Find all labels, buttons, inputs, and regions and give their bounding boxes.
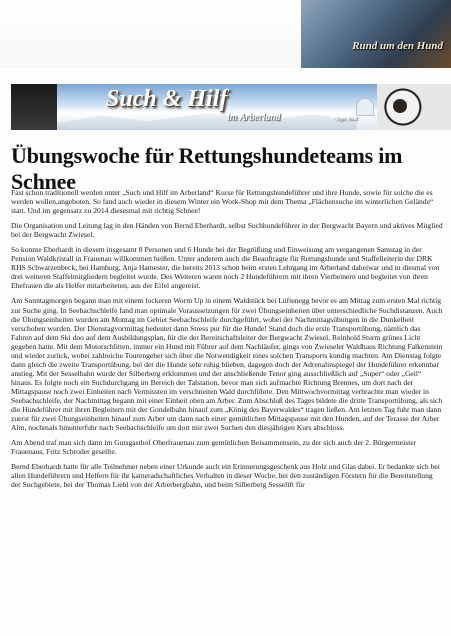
badge-emblem-icon <box>393 99 407 113</box>
banner-title: Such & Hilf <box>106 86 228 112</box>
top-banner <box>0 0 451 68</box>
banner-subtitle: im Arberland <box>227 112 281 123</box>
snowy-hills-graphic <box>57 112 357 130</box>
top-banner-photo <box>301 0 451 68</box>
article-paragraph: Bernd Eberhardt hatte für alle Teilnehmer neben einer Urkunde auch ein Erinnerungsgeschenk aus Holz und Glas dabei. Er bedankte sich bei allen Hundeführern und Helfern für ihr kameradschaftliches Verhalten in dieser Woche, bei den zuständigen Förstern für die Bereitstellung der Suchgebiete, bei der Thomas Liebl von der Arberbergbahn, und beim Silberberg Sesselift für <box>11 462 440 490</box>
header-banner <box>11 84 451 130</box>
article-paragraph: Die Organisation und Leitung lag in den Händen von Bernd Eberhardt, selbst Suchhundeführer in der Bergwacht Bayern und aktives Mitglied bei der Bergwacht Zwiesel. <box>11 221 443 240</box>
bergwacht-badge-icon <box>377 84 451 130</box>
banner-credit: - Jiger, Wolf <box>333 117 358 122</box>
article-paragraph: Am Sonntagmorgen begann man mit einem lockeren Worm Up in einem Waldstück bei Lüftenegg bevor es am Mittag zum ersten Mal richtig zur Suche ging. In Seebachschleife fand man optimale Voraussetzungen für zwei Übungseinheiten über unterschiedliche Suchdistanzen. Auch die Übungseinheiten wurden am Montag im Gebiet Seebachschleife durchgeführt, wobei der Nachmittagsübungen in die Dunkelheit verschoben wurden. Der Dienstagvormittag bedeutet dann Stress pur für die Hunde! Stand doch die erste Transportübung, nämlich das Fahren auf dem Ski doo auf dem Ausbildungsplan, für die der Bereitschaftsleiter der Bergwacht Zwiesel, Reinhold Sturm grünes Licht gegeben hatte. Mit dem Motorschlitten, immer ein Hund mit Führer auf dem Nachläufer, gings von Zwieseler Waldhaus Richtung Falkenstein und wieder zurück, wobei zahlreiche Tourengeher sich über die Notwendigkeit eines solchen Transports kundig machten. Am Dienstag folgte dann gleich die zweite Transportübung, bei der die Hunde sehr ruhig blieben, dagegen doch der Adrenalinspiegel der Hundeführer erkennbar anstieg. Mit der Sesselbahn wurde der Silberberg erklommen und der anschließende Tenor ging ausschließlich auf „Super“ oder „Geil“ hinaus. Es folgte noch ein Suchdurchgang im Bereich der Talstation, bevor man sich aufmachte Richtung Brennes, um dort nach der Mittagspause noch zwei Einheiten nach Vermissten im verschneiten Wald durchführte. Den Mittwochvormittag verbrachte man wieder in Seebachschleife, der Nachmittag begann mit einer Einheit oben am Arber. Zum Abschluß des Tages bildete die dritte Transportübung, als sich die Hundeführer mit ihren Begleitern mit der Gondelbahn hinauf zum „König des Bayerwaldes“ tragen ließen. Am letzten Tag fuhr man dann zuerst für zwei Übungseinheiten hinauf zum Arber um dann nach einer gemütlichen Mittagspause mit den Hunden, auf der Terasse der Arber Alm, nochmals hinunterfuhr nach Seebachschleife um dort mir zwei Suchen den diesjährigen Kurs abschloss. <box>11 296 443 433</box>
article-paragraph: Am Abend traf man sich dann im Gutsgasthof Oberfrauenau zum gemütlichen Beisammensein, zu der sich auch der 2. Bürgermeister Frauenaus, Fritz Schroder gesellte. <box>11 438 417 457</box>
article-paragraph: So konnte Eberhardt in diesem insgesamt 8 Personen und 6 Hunde bei der Begrüßung und Einweisung am vergangenen Samstag in der Pension Waldkristall in Frauenau willkommen heißen. Unter anderem auch die Beauftragte für Rettungshunde und Staffelleiterin der DRK RHS Schwarzenbeck, bei Hamburg, Anja Hamester, die bereits 2013 schon beim ersten Lehrgang im Arberland dabeiwar und in diesmal von drei weiteren Staffelmitgliedern begleitet wurde. Des Weiteren waren noch 2 Hundeführern mit ihren Vierbeinern und begleitet von ihren Ehefrauen die als Helfer mitarbeiteten, aus der Eifel angereist. <box>11 245 440 291</box>
article-body <box>11 188 443 495</box>
top-banner-title: Rund um den Hund <box>352 40 443 52</box>
observatory-dome-graphic <box>356 98 374 116</box>
article-title: Übungswoche für Rettungshundeteams im Schnee <box>11 143 403 194</box>
article-paragraph: Fast schon traditionell werden unter „Such und Hilf im Arberland“ Kurse für Rettungshundeführer und ihre Hunde, sowie für solche die es werden wollen,angeboten. So fand auch wieder in diesem Winter ein Work-Shop mit dem Thema „Flächensuche im winterlichen Gelände“ statt. Und im gegensatz zu 2014 diesesmal mit richtig Schnee! <box>11 188 434 216</box>
dog-photo <box>11 84 57 130</box>
